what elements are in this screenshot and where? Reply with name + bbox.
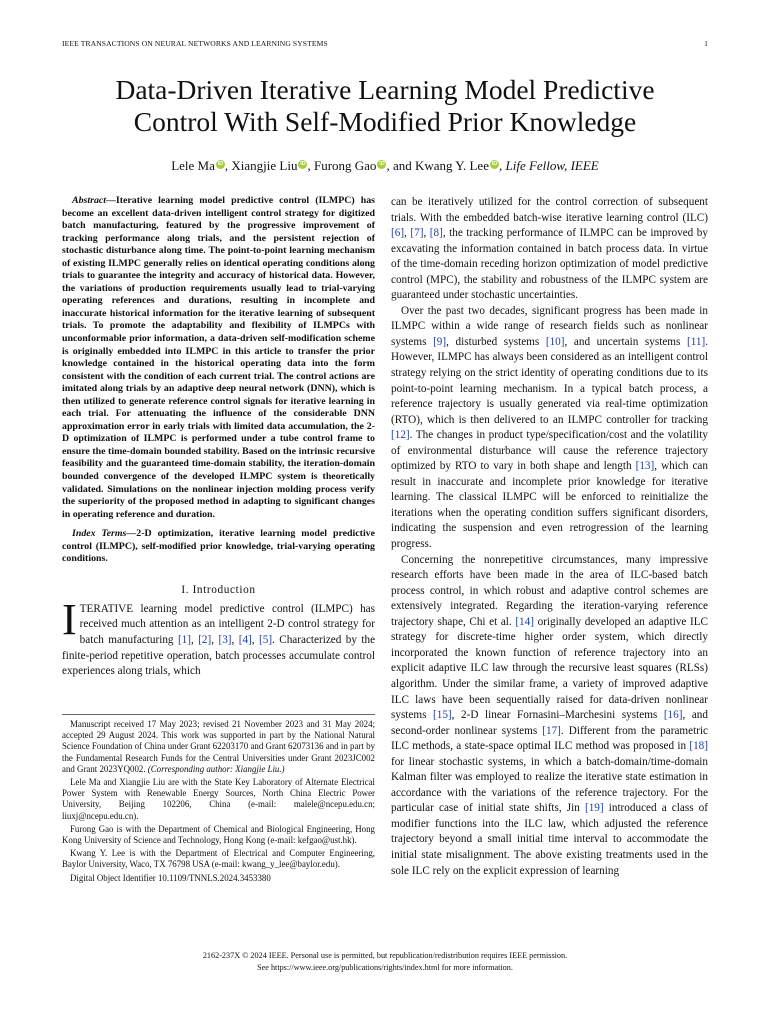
paragraph-text: introduced a class of modifier functions into the ILC law, which adjusted the reference trajectory beyond a small initial time interval to accommodate the initial state misalignment. The above existing treatments used in the sole ILC rely on the explicit expression of learning [391,802,708,877]
paragraph-text: , disturbed systems [446,335,546,348]
author-1: Lele Ma [171,158,215,173]
citation-link[interactable]: [7] [410,227,424,240]
orcid-icon[interactable]: iD [217,161,224,167]
paragraph-text: . Characterized by the finite-period repetitive operation, batch processes accumulate control experiences along trials, which [62,633,376,678]
drop-cap: I [62,594,77,644]
citation-link[interactable]: [1] [177,633,191,646]
separator: , [190,633,199,646]
separator: , [231,633,239,646]
footnote-text: Manuscript received 17 May 2023; revised 21 November 2023 and 31 May 2024; accepted 29 August 2024. This work was supported in part by the National Natural Science Foundation of China under Grant 62203170 and Grant 62073136 and in part by the Fundamental Research Funds for the Central Universities under Grant 2023JC002 and Grant 2023YQ002. [62,719,375,774]
author-2: Xiangjie Liu [231,158,298,173]
citation-link[interactable]: [18] [689,740,708,753]
abstract-label: Abstract— [72,195,116,206]
citation-link[interactable]: [3] [218,633,232,646]
citation-link[interactable]: [5] [259,633,273,646]
abstract-text: Iterative learning model predictive control (ILMPC) has become an excellent data-driven intelligent control strategy for digitized batch manufacturing, featured by the progressive improvement of tracking performance along trials, and the persistent rejection of stochastic disturbance along time. The point-to-point learning mechanism of existing ILMPC generally relies on identical operating conditions along trials to guarantee the integrity and accuracy of historical data. However, the variations of production requirements usually lead to trial-varying operating references and durations, resulting in incomplete and inaccurate historical information for the iterative learning of subsequent trials. To promote the adaptability and flexibility of ILMPCs with unconformable prior information, a data-driven self-modification scheme is originally embedded into ILMPC in this article to transfer the prior knowledge contained in the historical operating data into the form consistent with the condition of each current trial. The control actions are imitated along trials by an adaptive deep neural network (DNN), which is then utilized to generate reference control signals for iterative learning in each trial. For attenuating the influence of the considerable DNN approximation error in early trials with limited data accumulation, the 2-D optimization of ILMPC is performed under a tube control frame to ensure the time-domain bounded stability. Based on the intrinsic recursive feasibility and the guaranteed time-domain stability, the iteration-domain bounded convergence of the developed ILMPC system is theoretically validated. Simulations on the nonlinear injection molding process verify the superiority of the proposed method in adapting to significant changes in operating reference and duration. [62,195,375,520]
right-column [391,195,708,879]
citation-link[interactable]: [13] [635,460,655,473]
journal-name: IEEE TRANSACTIONS ON NEURAL NETWORKS AND LEARNING SYSTEMS [62,39,328,48]
orcid-icon[interactable]: iD [300,161,306,167]
author-4: Kwang Y. Lee [414,158,489,173]
citation-link[interactable]: [6] [391,227,405,240]
abstract [62,195,375,521]
author-separator: , [224,158,229,173]
paragraph-text: Over the past two decades, significant progress has been made in ILMPC within a wide range of research fields such as nonlinear systems [391,304,708,348]
footnotes [62,714,375,886]
paragraph-text: , 2-D linear Fornasini–Marchesini systems [451,709,664,722]
paragraph-text: originally developed an adaptive ILC strategy for discrete-time higher order system, which directly incorporated the known function of reference trajectory into an explicit adaptive ILC law through the recursive least squares (RLSs) algorithm. Under the similar frame, a variety of improved adaptive ILC laws have been sequentially raised for data-driven nonlinear systems [391,615,708,722]
paragraph-text: . However, ILMPC has always been considered as an intelligent control strategy relying on the strict identity of operating conditions due to its point-to-point learning mechanism. In a typical batch process, a reference trajectory is usually generated via real-time optimization (RTO), which is then delivered to an ILMPC controller for tracking [391,335,708,426]
citation-link[interactable]: [16] [663,709,683,722]
citation-link[interactable]: [4] [238,633,252,646]
running-head [62,39,708,51]
intro-paragraph-2 [391,304,708,553]
orcid-icon[interactable]: iD [491,161,498,167]
citation-link[interactable]: [17] [542,724,561,737]
left-column [62,195,375,680]
footnote-affiliation-3: Kwang Y. Lee is with the Department of Electrical and Computer Engineering, Baylor University, Waco, TX 76798 USA (e-mail: kwang_y_lee@baylor.edu). [62,848,375,870]
paragraph-text: . Different from the parametric ILC methods, a state-space optimal ILC method was proposed in [391,724,708,753]
copyright-notice [62,950,708,974]
author-separator: , [498,158,503,173]
paragraph-text: , and second-order nonlinear systems [391,709,708,737]
paragraph-text: TERATIVE learning model predictive control (ILMPC) has received much attention as an intelligent 2-D control strategy for batch manufacturing [79,602,375,646]
page-number: 1 [704,39,708,48]
author-list [62,157,708,175]
footnote-affiliation-2: Furong Gao is with the Department of Chemical and Biological Engineering, Hong Kong University of Science and Technology, Hong Kong (e-mail: kefgao@ust.hk). [62,823,375,846]
section-heading-introduction: I. Introduction [181,583,256,596]
citation-link[interactable]: [8] [429,227,443,240]
intro-paragraph-1-continued [391,195,708,304]
paragraph-text: can be iteratively utilized for the control correction of subsequent trials. With the embedded batch-wise iterative learning control (ILC) [391,196,708,224]
author-fellowship: Life Fellow, IEEE [505,158,599,173]
citation-link[interactable]: [2] [198,633,212,646]
separator: , [404,227,411,240]
citation-link[interactable]: [11] [686,335,706,348]
intro-paragraph-1 [62,594,376,680]
paragraph-text: for linear stochastic systems, in which a batch-domain/time-domain Kalman filter was employed to realize the iterative state estimation in accordance with the variations of the reference trajectory. For the particular case of initial state shifts, Jin [391,755,708,815]
separator: , [423,227,430,240]
paragraph-text: , and uncertain systems [564,335,687,348]
footnote-manuscript [62,719,375,775]
citation-link[interactable]: [9] [433,335,447,348]
citation-link[interactable]: [12] [391,429,410,442]
paragraph-text: . The changes in product type/specification/cost and the volatility of environmental disturbance will cause the reference trajectory optimized by RTO to vary in both shape and length [391,429,708,473]
paragraph-text: Concerning the nonrepetitive circumstances, many impressive research efforts have been made in the area of ILC-based batch process control, in which robust and adaptive control schemes are extensively integrated. Regarding the iteration-varying reference trajectory shape, Chi et al. [391,553,708,628]
citation-link[interactable]: [19] [584,802,604,815]
footnote-doi: Digital Object Identifier 10.1109/TNNLS.2024.3453380 [70,872,271,883]
paper-title [62,74,708,138]
title-line-1: Data-Driven Iterative Learning Model Predictive [115,74,655,105]
index-terms [62,528,375,566]
citation-link[interactable]: [10] [545,335,565,348]
citation-link[interactable]: [15] [433,709,452,722]
author-3: Furong Gao [313,158,377,173]
intro-paragraph-3 [391,553,708,879]
index-terms-text: 2-D optimization, iterative learning model predictive control (ILMPC), self-modified prior knowledge, trial-varying operating conditions. [62,528,376,565]
paragraph-text: , which can result in inaccurate and incomplete prior knowledge for iterative learning. The classical ILMPC will be enforced to reinitialize the iterations when the operating condition suffers significant disorders, indicating the suspension and even retrogression of the learning progress. [391,460,708,551]
copyright-line-2: See https://www.ieee.org/publications/rights/index.html for more information. [257,963,513,972]
footnote-affiliation-1: Lele Ma and Xiangjie Liu are with the State Key Laboratory of Alternate Electrical Power System with Renewable Energy Sources, North China Electric Power University, Beijing 102206, China (e-mail: malele@ncepu.edu.cn; liuxj@ncepu.edu.cn). [62,777,375,821]
author-separator: , [307,158,311,173]
copyright-line-1: 2162-237X © 2024 IEEE. Personal use is permitted, but republication/redistribution requires IEEE permission. [202,951,568,960]
corresponding-author: (Corresponding author: Xiangjie Liu.) [147,763,285,774]
separator: , [251,633,259,646]
index-terms-label: Index Terms— [72,528,137,540]
orcid-icon[interactable]: iD [379,161,385,167]
paragraph-text: , the tracking performance of ILMPC can be improved by excavating the information contained in batch process data. In virtue of the time-domain receding horizon optimization of model predictive control (MPC), the stability and robustness of the ILMPC system are guaranteed under stochastic uncertainties. [391,227,708,302]
title-line-2: Control With Self-Modified Prior Knowledge [133,106,637,137]
author-separator: , and [386,158,412,173]
citation-link[interactable]: [14] [515,615,534,628]
separator: , [211,633,219,646]
